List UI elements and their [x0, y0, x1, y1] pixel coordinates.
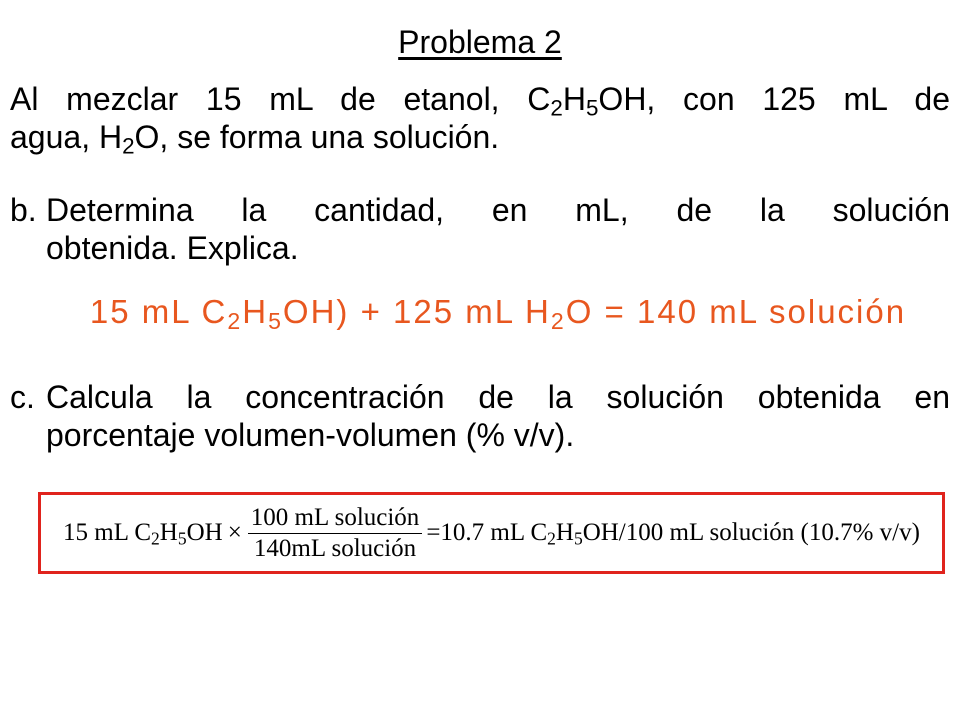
- subscript: 2: [550, 307, 566, 334]
- fraction-numerator: 100 mL solución: [248, 504, 423, 534]
- subscript: 5: [177, 528, 187, 549]
- equation-text: 15 mL C: [63, 519, 152, 546]
- item-c: [10, 378, 950, 454]
- subscript: 5: [268, 307, 283, 334]
- intro-text: agua, H: [10, 119, 123, 155]
- answer-b: [78, 291, 918, 333]
- item-b-line: obtenida. Explica.: [46, 230, 299, 266]
- subscript: 2: [151, 528, 160, 549]
- subscript: 5: [585, 95, 599, 121]
- item-c-line: porcentaje volumen-volumen (% v/v).: [46, 417, 575, 453]
- subscript: 2: [547, 528, 556, 549]
- intro-line: [10, 80, 951, 121]
- slide-title: Problema 2: [398, 24, 562, 60]
- item-c-marker: c.: [10, 379, 35, 415]
- intro-text: O, se forma una solución.: [134, 119, 500, 155]
- item-b-marker: b.: [10, 192, 37, 228]
- subscript: 2: [550, 95, 563, 121]
- answer-text: OH) + 125 mL H: [282, 293, 551, 330]
- intro-line: [10, 118, 950, 159]
- equation-fraction: [248, 504, 423, 563]
- item-c-text: [46, 378, 950, 454]
- item-b: [10, 191, 950, 267]
- intro-text: H: [562, 81, 586, 117]
- answer-text: 15 mL C: [89, 293, 228, 330]
- intro-text: OH, con 125 mL de: [598, 81, 951, 117]
- answer-text: H: [242, 293, 269, 330]
- item-b-text: [46, 191, 950, 267]
- multiply-sign: ×: [227, 519, 242, 546]
- answer-text: O = 140 mL solución: [565, 293, 907, 330]
- equation-box: [38, 492, 945, 574]
- equation-lhs: [63, 519, 242, 547]
- intro-paragraph: [10, 80, 951, 159]
- subscript: 2: [122, 133, 135, 159]
- equation: [41, 495, 942, 571]
- subscript: 2: [227, 307, 243, 334]
- equation-rhs: [426, 519, 920, 547]
- equation-text: OH/100 mL solución (10.7% v/v): [582, 519, 920, 546]
- intro-text: Al mezclar 15 mL de etanol, C: [10, 81, 551, 117]
- equation-text: =10.7 mL C: [426, 519, 548, 546]
- item-b-line: Determina la cantidad, en mL, de la solución: [46, 192, 950, 228]
- subscript: 5: [573, 528, 583, 549]
- item-c-line: Calcula la concentración de la solución obtenida en: [46, 379, 950, 415]
- equation-text: H: [159, 519, 178, 546]
- equation-text: H: [555, 519, 574, 546]
- equation-text: OH: [186, 519, 223, 546]
- fraction-denominator: 140mL solución: [253, 534, 417, 562]
